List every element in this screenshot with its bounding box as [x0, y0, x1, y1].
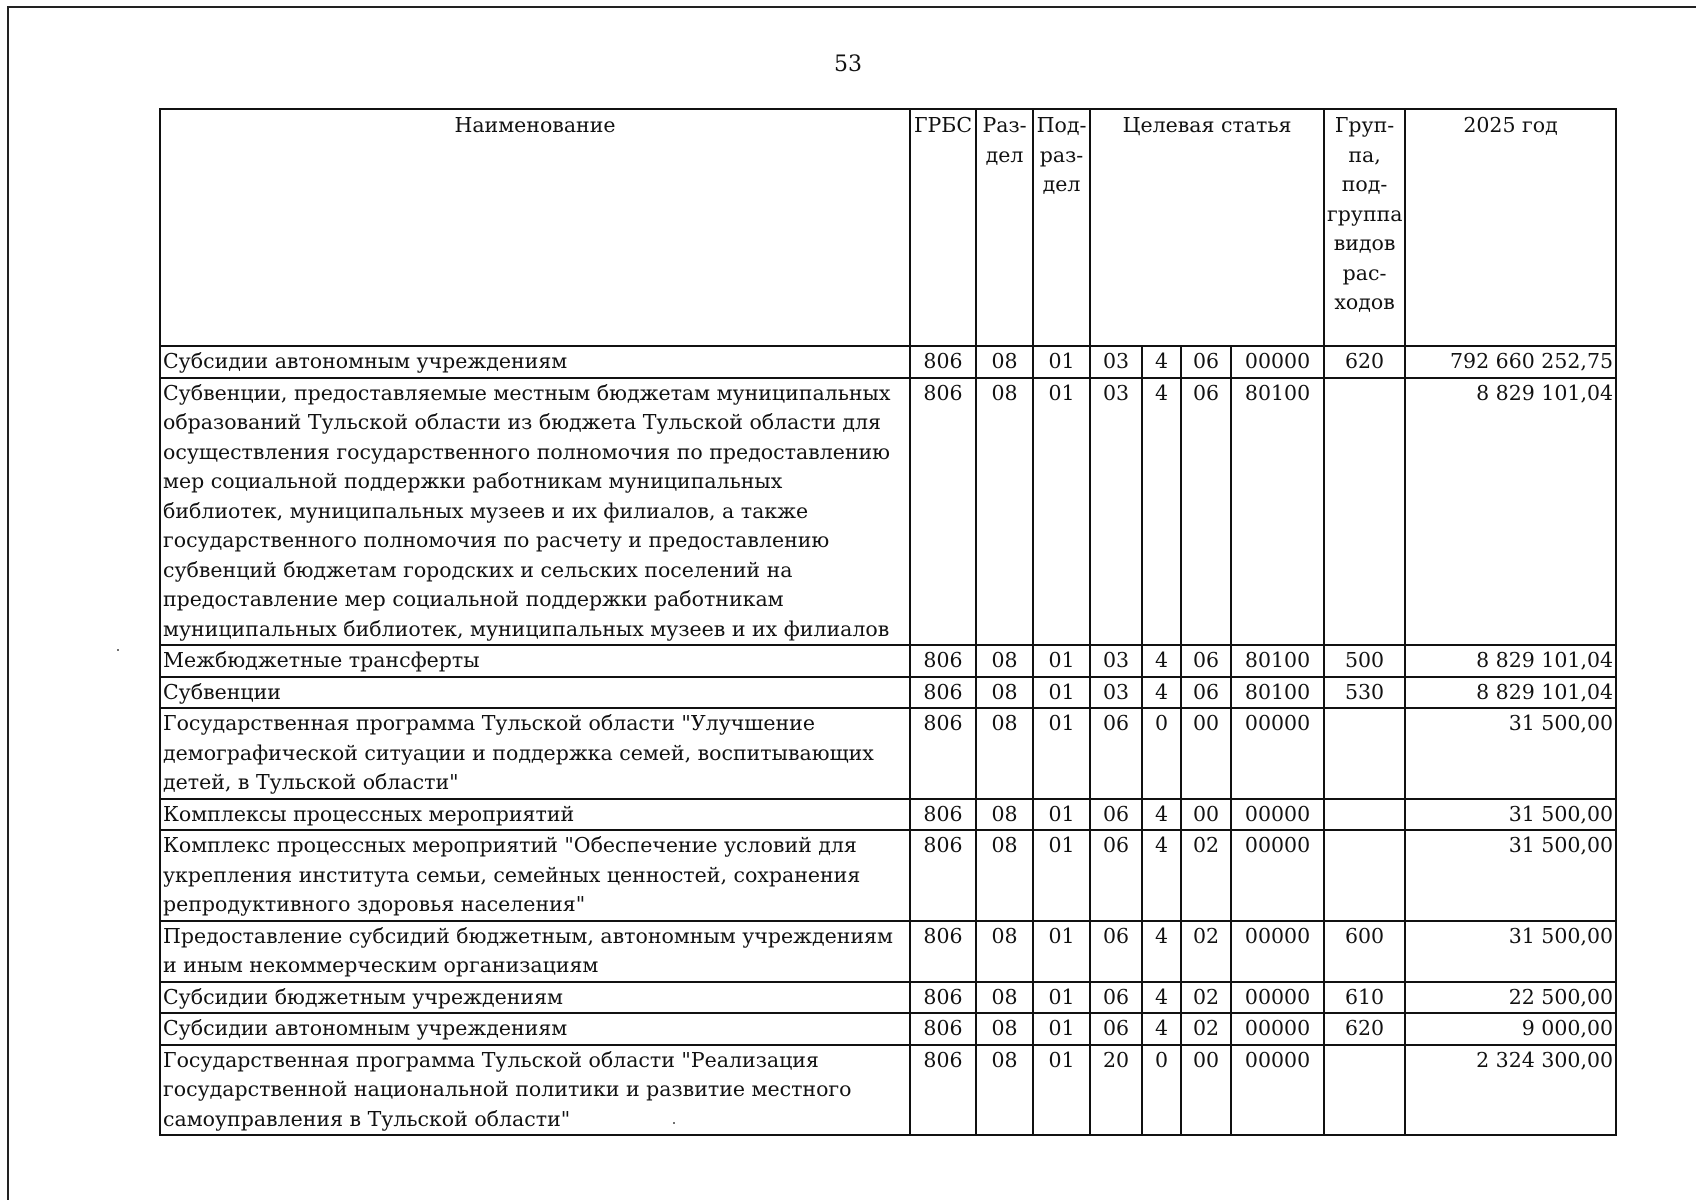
row-grbs-cell: 806	[910, 1045, 976, 1136]
row-amount-cell: 8 829 101,04	[1405, 677, 1616, 709]
row-name-cell: Комплекс процессных мероприятий "Обеспечение условий для укрепления института семьи, семейных ценностей, сохранения репродуктивного здоровья населения"	[160, 830, 910, 921]
row-target-direction-cell: 80100	[1231, 645, 1324, 677]
row-target-direction-cell: 00000	[1231, 830, 1324, 921]
table-row	[160, 378, 1616, 646]
row-amount-cell: 22 500,00	[1405, 982, 1616, 1014]
table-row	[160, 677, 1616, 709]
row-group-cell	[1324, 378, 1405, 646]
row-name-cell: Государственная программа Тульской области "Реализация государственной национальной политики и развитие местного самоуправления в Тульской области"	[160, 1045, 910, 1136]
row-target-program-cell: 06	[1090, 830, 1142, 921]
row-section-cell: 08	[976, 982, 1033, 1014]
row-target-subprogram-cell: 06	[1181, 645, 1231, 677]
row-amount-cell: 792 660 252,75	[1405, 346, 1616, 378]
header-group-line: па, под-	[1341, 142, 1388, 196]
row-target-subprogram-cell: 06	[1181, 346, 1231, 378]
row-target-program-cell: 06	[1090, 982, 1142, 1014]
row-target-subprogram-cell: 02	[1181, 1013, 1231, 1045]
row-subsection-cell: 01	[1033, 921, 1090, 982]
header-subsection-line: раз-	[1039, 142, 1084, 167]
row-subsection-cell: 01	[1033, 982, 1090, 1014]
row-subsection-cell: 01	[1033, 830, 1090, 921]
row-amount-cell: 2 324 300,00	[1405, 1045, 1616, 1136]
row-section-cell: 08	[976, 1013, 1033, 1045]
row-name-cell: Субсидии бюджетным учреждениям	[160, 982, 910, 1014]
header-name: Наименование	[160, 109, 910, 346]
scan-speck	[673, 1122, 675, 1124]
row-target-program-cell: 06	[1090, 799, 1142, 831]
row-target-program-cell: 06	[1090, 708, 1142, 799]
row-target-type-cell: 4	[1142, 799, 1181, 831]
table-row	[160, 645, 1616, 677]
row-grbs-cell: 806	[910, 982, 976, 1014]
row-target-type-cell: 0	[1142, 708, 1181, 799]
header-subsection-line: Под-	[1036, 113, 1087, 137]
header-section-line: Раз-	[982, 113, 1027, 137]
row-amount-cell: 8 829 101,04	[1405, 645, 1616, 677]
row-target-type-cell: 4	[1142, 378, 1181, 646]
header-group-line: ходов	[1334, 290, 1395, 314]
page-border-top	[8, 6, 1696, 8]
table-body	[160, 346, 1616, 1135]
row-name-cell: Предоставление субсидий бюджетным, автономным учреждениям и иным некоммерческим организациям	[160, 921, 910, 982]
row-section-cell: 08	[976, 921, 1033, 982]
header-subsection-line: дел	[1042, 172, 1081, 196]
row-target-subprogram-cell: 00	[1181, 799, 1231, 831]
row-target-direction-cell: 00000	[1231, 708, 1324, 799]
row-grbs-cell: 806	[910, 708, 976, 799]
page-border-left	[7, 6, 9, 1200]
row-name-cell: Государственная программа Тульской области "Улучшение демографической ситуации и поддержка семей, воспитывающих детей, в Тульской области"	[160, 708, 910, 799]
row-target-direction-cell: 00000	[1231, 982, 1324, 1014]
row-target-subprogram-cell: 00	[1181, 1045, 1231, 1136]
row-amount-cell: 31 500,00	[1405, 921, 1616, 982]
header-group	[1324, 109, 1405, 346]
header-group-line: видов	[1333, 231, 1396, 255]
row-target-subprogram-cell: 06	[1181, 677, 1231, 709]
row-group-cell: 530	[1324, 677, 1405, 709]
row-grbs-cell: 806	[910, 346, 976, 378]
table-header-row	[160, 109, 1616, 346]
budget-table	[159, 108, 1617, 1136]
table-row	[160, 1013, 1616, 1045]
row-target-type-cell: 4	[1142, 1013, 1181, 1045]
table-row	[160, 921, 1616, 982]
row-grbs-cell: 806	[910, 830, 976, 921]
header-section	[976, 109, 1033, 346]
row-target-direction-cell: 80100	[1231, 677, 1324, 709]
row-target-subprogram-cell: 00	[1181, 708, 1231, 799]
row-target-program-cell: 03	[1090, 645, 1142, 677]
table-row	[160, 708, 1616, 799]
row-target-direction-cell: 00000	[1231, 921, 1324, 982]
header-target-article: Целевая статья	[1090, 109, 1324, 346]
row-subsection-cell: 01	[1033, 799, 1090, 831]
row-group-cell: 620	[1324, 346, 1405, 378]
row-subsection-cell: 01	[1033, 1045, 1090, 1136]
row-target-subprogram-cell: 02	[1181, 921, 1231, 982]
row-name-cell: Субвенции	[160, 677, 910, 709]
row-name-cell: Комплексы процессных мероприятий	[160, 799, 910, 831]
row-target-program-cell: 03	[1090, 346, 1142, 378]
row-target-type-cell: 4	[1142, 346, 1181, 378]
row-target-program-cell: 03	[1090, 677, 1142, 709]
row-target-program-cell: 03	[1090, 378, 1142, 646]
row-target-program-cell: 06	[1090, 921, 1142, 982]
row-target-type-cell: 0	[1142, 1045, 1181, 1136]
row-target-type-cell: 4	[1142, 677, 1181, 709]
row-target-type-cell: 4	[1142, 830, 1181, 921]
row-grbs-cell: 806	[910, 1013, 976, 1045]
row-subsection-cell: 01	[1033, 378, 1090, 646]
row-amount-cell: 31 500,00	[1405, 708, 1616, 799]
row-subsection-cell: 01	[1033, 708, 1090, 799]
row-subsection-cell: 01	[1033, 1013, 1090, 1045]
header-grbs: ГРБС	[910, 109, 976, 346]
row-target-type-cell: 4	[1142, 982, 1181, 1014]
table-row	[160, 346, 1616, 378]
row-amount-cell: 9 000,00	[1405, 1013, 1616, 1045]
row-amount-cell: 8 829 101,04	[1405, 378, 1616, 646]
header-subsection	[1033, 109, 1090, 346]
row-subsection-cell: 01	[1033, 645, 1090, 677]
row-target-direction-cell: 00000	[1231, 1045, 1324, 1136]
row-name-cell: Субсидии автономным учреждениям	[160, 346, 910, 378]
header-year: 2025 год	[1405, 109, 1616, 346]
row-target-subprogram-cell: 02	[1181, 830, 1231, 921]
row-subsection-cell: 01	[1033, 677, 1090, 709]
row-target-subprogram-cell: 06	[1181, 378, 1231, 646]
header-section-line: дел	[985, 142, 1024, 167]
row-subsection-cell: 01	[1033, 346, 1090, 378]
row-target-direction-cell: 00000	[1231, 1013, 1324, 1045]
row-group-cell	[1324, 830, 1405, 921]
row-name-cell: Субвенции, предоставляемые местным бюджетам муниципальных образований Тульской области из бюджета Тульской области для осуществления государственного полномочия по предоставлению мер социальной поддержки работникам муниципальных библиотек, муниципальных музеев и их филиалов, а также государственного полномочия по расчету и предоставлению субвенций бюджетам городских и сельских поселений на предоставление мер социальной поддержки работникам муниципальных библиотек, муниципальных музеев и их филиалов	[160, 378, 910, 646]
row-group-cell: 600	[1324, 921, 1405, 982]
row-target-type-cell: 4	[1142, 645, 1181, 677]
row-target-program-cell: 20	[1090, 1045, 1142, 1136]
row-group-cell	[1324, 708, 1405, 799]
row-target-type-cell: 4	[1142, 921, 1181, 982]
row-grbs-cell: 806	[910, 799, 976, 831]
scan-speck	[117, 649, 119, 651]
row-section-cell: 08	[976, 708, 1033, 799]
row-group-cell	[1324, 1045, 1405, 1136]
row-target-program-cell: 06	[1090, 1013, 1142, 1045]
table-row	[160, 1045, 1616, 1136]
row-section-cell: 08	[976, 378, 1033, 646]
row-grbs-cell: 806	[910, 677, 976, 709]
row-amount-cell: 31 500,00	[1405, 830, 1616, 921]
page-number: 53	[834, 52, 862, 77]
row-target-subprogram-cell: 02	[1181, 982, 1231, 1014]
row-group-cell	[1324, 799, 1405, 831]
header-group-line: рас-	[1342, 260, 1387, 285]
row-amount-cell: 31 500,00	[1405, 799, 1616, 831]
row-name-cell: Межбюджетные трансферты	[160, 645, 910, 677]
row-grbs-cell: 806	[910, 645, 976, 677]
row-grbs-cell: 806	[910, 921, 976, 982]
row-section-cell: 08	[976, 1045, 1033, 1136]
row-group-cell: 500	[1324, 645, 1405, 677]
row-name-cell: Субсидии автономным учреждениям	[160, 1013, 910, 1045]
header-group-line: Груп-	[1334, 113, 1395, 137]
row-target-direction-cell: 80100	[1231, 378, 1324, 646]
table-row	[160, 799, 1616, 831]
row-section-cell: 08	[976, 830, 1033, 921]
row-section-cell: 08	[976, 645, 1033, 677]
row-section-cell: 08	[976, 346, 1033, 378]
table-row	[160, 830, 1616, 921]
row-group-cell: 610	[1324, 982, 1405, 1014]
table-row	[160, 982, 1616, 1014]
row-target-direction-cell: 00000	[1231, 799, 1324, 831]
row-group-cell: 620	[1324, 1013, 1405, 1045]
row-section-cell: 08	[976, 799, 1033, 831]
row-target-direction-cell: 00000	[1231, 346, 1324, 378]
header-group-line: группа	[1327, 201, 1403, 226]
row-section-cell: 08	[976, 677, 1033, 709]
row-grbs-cell: 806	[910, 378, 976, 646]
